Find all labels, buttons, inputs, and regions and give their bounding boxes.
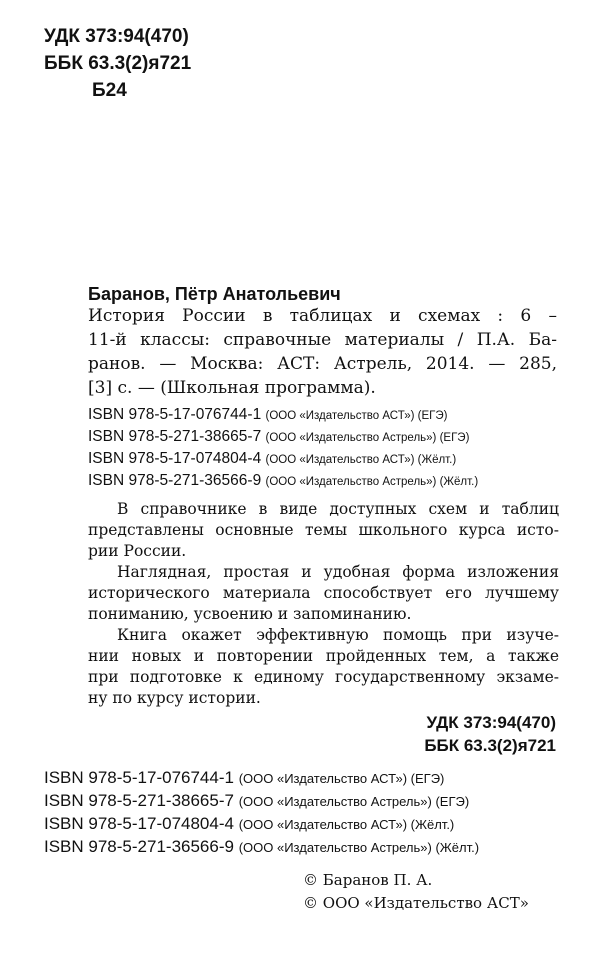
copyright-author: © Баранов П. А. <box>303 871 433 889</box>
isbn-number: ISBN 978-5-17-076744-1 <box>88 406 262 423</box>
bib-line: История России в таблицах и схемах : 6 – <box>88 306 557 326</box>
bib-line: 11-й классы: справочные материалы / П.А. Ба- <box>88 330 557 350</box>
isbn-entry <box>88 428 469 446</box>
annotation-line: В справочнике в виде доступных схем и таблиц <box>117 500 559 518</box>
isbn-number: ISBN 978-5-271-38665-7 <box>88 428 262 445</box>
bbk-code-footer: ББК 63.3(2)я721 <box>424 736 556 755</box>
isbn-number: ISBN 978-5-17-074804-4 <box>88 450 262 467</box>
udk-code-footer: УДК 373:94(470) <box>426 713 556 732</box>
isbn-entry <box>88 406 447 424</box>
isbn-publisher: (ООО «Издательство АСТ») (Жёлт.) <box>238 817 455 832</box>
isbn-number: ISBN 978-5-271-38665-7 <box>44 791 234 810</box>
bib-line: [3] с. — (Школьная программа). <box>88 378 376 398</box>
annotation-line: при подготовке к единому государственному экзаме- <box>88 668 559 686</box>
isbn-publisher: (ООО «Издательство Астрель») (Жёлт.) <box>265 476 479 488</box>
annotation-line: ну по курсу истории. <box>88 689 261 707</box>
annotation-line: пониманию, усвоению и запоминанию. <box>88 605 412 623</box>
isbn-publisher: (ООО «Издательство Астрель») (ЕГЭ) <box>265 432 470 444</box>
isbn-entry <box>88 450 456 468</box>
isbn-entry <box>88 472 478 490</box>
isbn-publisher: (ООО «Издательство АСТ») (Жёлт.) <box>265 454 457 466</box>
isbn-entry <box>44 791 469 811</box>
isbn-number: ISBN 978-5-271-36566-9 <box>88 472 262 489</box>
author-mark: Б24 <box>92 80 127 101</box>
isbn-number: ISBN 978-5-271-36566-9 <box>44 837 234 856</box>
isbn-number: ISBN 978-5-17-074804-4 <box>44 814 234 833</box>
isbn-number: ISBN 978-5-17-076744-1 <box>44 768 234 787</box>
isbn-entry <box>44 837 479 857</box>
bbk-code: ББК 63.3(2)я721 <box>44 53 192 74</box>
isbn-publisher: (ООО «Издательство АСТ») (ЕГЭ) <box>265 410 448 422</box>
isbn-publisher: (ООО «Издательство Астрель») (ЕГЭ) <box>238 794 470 809</box>
annotation-line: нии новых и повторении пройденных тем, а также <box>88 647 559 665</box>
annotation-line: Наглядная, простая и удобная форма изложения <box>117 563 559 581</box>
udk-code: УДК 373:94(470) <box>44 26 189 47</box>
isbn-entry <box>44 768 444 788</box>
isbn-publisher: (ООО «Издательство Астрель») (Жёлт.) <box>238 840 480 855</box>
annotation-line: Книга окажет эффективную помощь при изуче- <box>117 626 559 644</box>
copyright-publisher: © ООО «Издательство АСТ» <box>303 894 529 912</box>
isbn-publisher: (ООО «Издательство АСТ») (ЕГЭ) <box>238 771 445 786</box>
annotation-line: рии России. <box>88 542 187 560</box>
bib-line: ранов. — Москва: АСТ: Астрель, 2014. — 285, <box>88 354 557 374</box>
author-name: Баранов, Пётр Анатольевич <box>88 284 341 304</box>
annotation-line: представлены основные темы школьного курса исто- <box>88 521 559 539</box>
annotation-line: исторического материала способствует его лучшему <box>88 584 559 602</box>
isbn-entry <box>44 814 454 834</box>
